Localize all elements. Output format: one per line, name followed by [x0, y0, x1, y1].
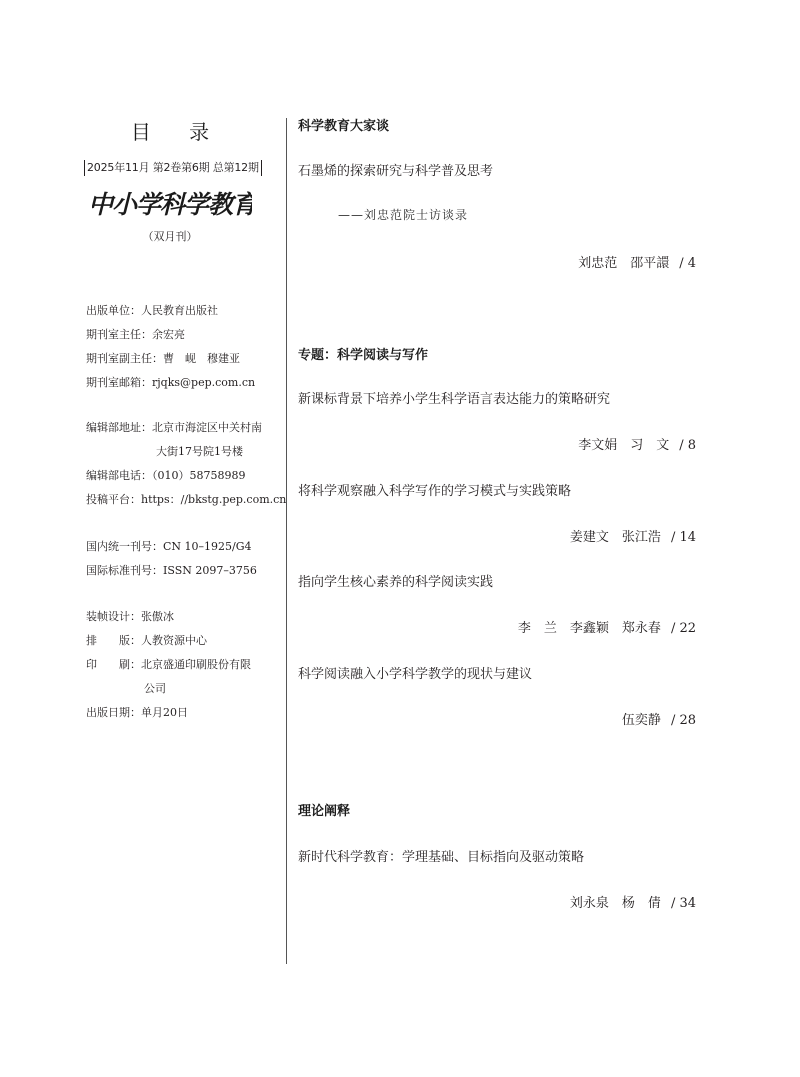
info-label: 期刊室主任： — [86, 328, 152, 341]
info-label: 编辑部地址： — [86, 421, 152, 434]
info-label: 出版单位： — [86, 304, 141, 317]
page-number: / 4 — [679, 256, 696, 271]
info-issn — [86, 563, 257, 579]
info-label: 投稿平台： — [86, 493, 141, 506]
info-email — [86, 375, 255, 391]
info-label: 出版日期： — [86, 706, 141, 719]
journal-logo-calligraphy — [92, 183, 252, 225]
page-number: / 8 — [679, 438, 696, 453]
page-number: / 28 — [670, 713, 696, 728]
info-address-cont: 大街17号院1号楼 — [156, 445, 243, 458]
author-names: 伍奕静 — [621, 713, 661, 728]
article-title[interactable]: 石墨烯的探索研究与科学普及思考 — [298, 164, 494, 179]
article-authors — [518, 617, 696, 636]
info-phone — [86, 468, 245, 484]
info-submission — [86, 492, 286, 508]
info-printing — [86, 657, 251, 673]
section-heading: 专题：科学阅读与写作 — [298, 348, 429, 363]
info-label: 期刊室邮箱： — [86, 376, 152, 389]
article-title[interactable]: 新课标背景下培养小学生科学语言表达能力的策略研究 — [298, 392, 611, 407]
author-names: 李 兰 李鑫颖 郑永春 — [517, 621, 661, 636]
info-value: CN 10–1925/G4 — [163, 540, 252, 553]
info-value: rjqks@pep.com.cn — [152, 376, 256, 389]
info-value: https：//bkstg.pep.com.cn — [141, 493, 287, 506]
issue-right-bar — [261, 160, 262, 176]
info-cn-number — [86, 539, 252, 555]
info-value: 北京盛通印刷股份有限 — [141, 658, 251, 671]
logo-text: 中小学科学教育 — [92, 190, 252, 219]
info-label: 排 版： — [86, 634, 141, 647]
column-divider — [286, 118, 287, 964]
toc-title: 目 录 — [130, 120, 226, 144]
page-number: / 14 — [670, 530, 696, 545]
article-title[interactable]: 新时代科学教育：学理基础、目标指向及驱动策略 — [298, 850, 585, 865]
section-heading: 理论阐释 — [298, 804, 351, 819]
section-heading: 科学教育大家谈 — [298, 119, 390, 134]
info-label: 期刊室副主任： — [86, 352, 163, 365]
info-value: 余宏亮 — [152, 328, 185, 341]
info-director — [86, 327, 185, 343]
info-publish-date — [86, 705, 188, 721]
author-names: 刘忠范 邵平譞 — [578, 256, 670, 271]
author-names: 李文娟 习 文 — [578, 438, 670, 453]
page-number: / 22 — [670, 621, 696, 636]
page-number: / 34 — [670, 896, 696, 911]
journal-logo — [92, 183, 252, 225]
info-value: 张傲冰 — [141, 610, 174, 623]
author-names: 姜建文 张江浩 — [569, 530, 661, 545]
info-printing-cont: 公司 — [144, 682, 166, 695]
info-label: 国内统一刊号： — [86, 540, 163, 553]
issue-text: 2025年11月 第2卷第6期 总第12期 — [87, 161, 259, 174]
info-label: 国际标准刊号： — [86, 564, 163, 577]
info-label: 装帧设计： — [86, 610, 141, 623]
info-value: ISSN 2097–3756 — [163, 564, 257, 577]
article-authors — [622, 709, 696, 728]
info-label: 印 刷： — [86, 658, 141, 671]
article-authors — [578, 434, 696, 453]
info-label: 编辑部电话： — [86, 469, 152, 482]
info-value: 曹 岘 穆建亚 — [163, 352, 240, 365]
article-title[interactable]: 将科学观察融入科学写作的学习模式与实践策略 — [298, 484, 572, 499]
article-subtitle: ——刘忠范院士访谈录 — [338, 208, 469, 222]
info-value: 人民教育出版社 — [141, 304, 218, 317]
info-design — [86, 609, 174, 625]
info-deputy-director — [86, 351, 240, 367]
article-title[interactable]: 科学阅读融入小学科学教学的现状与建议 — [298, 667, 533, 682]
info-value: 单月20日 — [141, 706, 188, 719]
article-authors — [570, 526, 696, 545]
article-authors — [570, 892, 696, 911]
article-title[interactable]: 指向学生核心素养的科学阅读实践 — [298, 575, 494, 590]
info-address — [86, 420, 262, 436]
info-publisher — [86, 303, 218, 319]
info-value: 北京市海淀区中关村南 — [152, 421, 262, 434]
author-names: 刘永泉 杨 倩 — [569, 896, 661, 911]
info-value: 人教资源中心 — [141, 634, 207, 647]
issue-info — [84, 159, 266, 177]
article-authors — [578, 252, 696, 271]
info-typesetting — [86, 633, 207, 649]
info-value: （010）58758989 — [152, 469, 246, 482]
frequency-label: （双月刊） — [142, 230, 198, 243]
